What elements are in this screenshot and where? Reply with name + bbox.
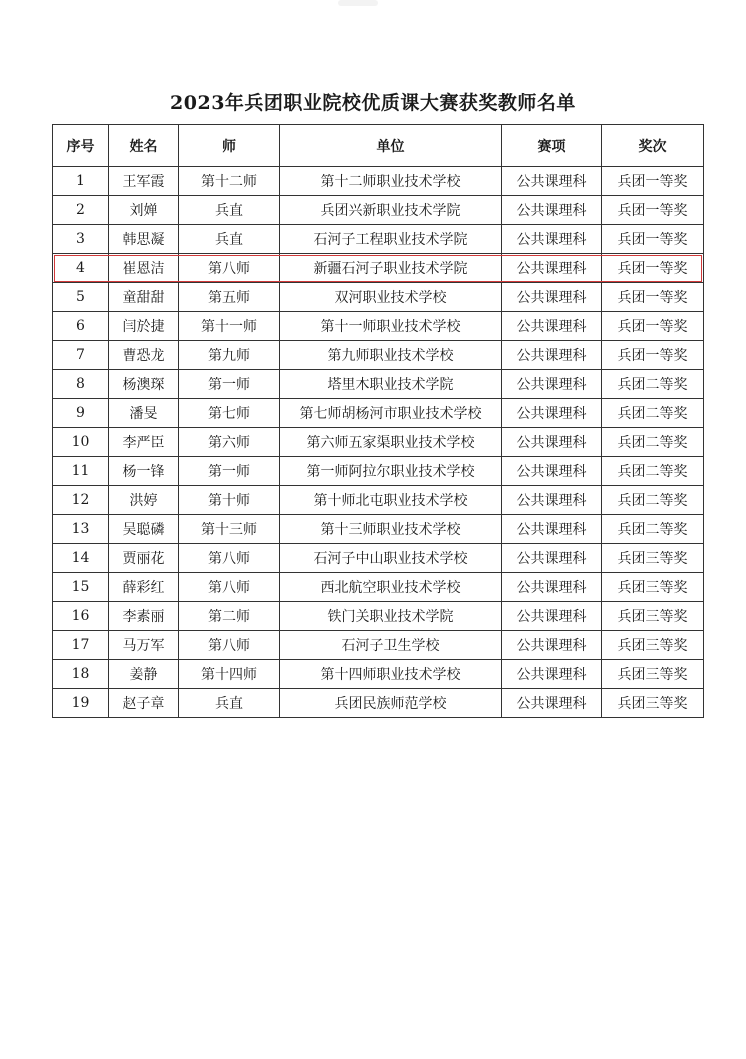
- cell-event: 公共课理科: [502, 544, 602, 573]
- cell-division: 第二师: [179, 602, 280, 631]
- table-row: [53, 486, 704, 515]
- cell-name: 杨一锋: [109, 457, 179, 486]
- cell-unit: 西北航空职业技术学校: [280, 573, 502, 602]
- cell-unit: 新疆石河子职业技术学院: [280, 254, 502, 283]
- table-row: [53, 573, 704, 602]
- header-name: 姓名: [109, 125, 179, 167]
- cell-division: 第七师: [179, 399, 280, 428]
- header-division: 师: [179, 125, 280, 167]
- cell-name: 李素丽: [109, 602, 179, 631]
- cell-event: 公共课理科: [502, 254, 602, 283]
- cell-award: 兵团二等奖: [602, 515, 704, 544]
- cell-division: 第九师: [179, 341, 280, 370]
- cell-unit: 第十二师职业技术学校: [280, 167, 502, 196]
- cell-unit: 石河子卫生学校: [280, 631, 502, 660]
- cell-name: 刘婵: [109, 196, 179, 225]
- cell-division: 兵直: [179, 196, 280, 225]
- cell-name: 洪婷: [109, 486, 179, 515]
- table-row: [53, 370, 704, 399]
- cell-index: 1: [53, 167, 109, 196]
- cell-division: 第六师: [179, 428, 280, 457]
- table-row: [53, 689, 704, 718]
- cell-event: 公共课理科: [502, 573, 602, 602]
- cell-unit: 第十一师职业技术学校: [280, 312, 502, 341]
- cell-index: 7: [53, 341, 109, 370]
- cell-index: 19: [53, 689, 109, 718]
- table-row: [53, 660, 704, 689]
- cell-division: 第八师: [179, 254, 280, 283]
- cell-unit: 塔里木职业技术学院: [280, 370, 502, 399]
- cell-award: 兵团三等奖: [602, 631, 704, 660]
- cell-event: 公共课理科: [502, 196, 602, 225]
- cell-unit: 第九师职业技术学校: [280, 341, 502, 370]
- header-event: 赛项: [502, 125, 602, 167]
- cell-award: 兵团三等奖: [602, 602, 704, 631]
- cell-event: 公共课理科: [502, 283, 602, 312]
- cell-event: 公共课理科: [502, 486, 602, 515]
- cell-index: 5: [53, 283, 109, 312]
- cell-division: 第五师: [179, 283, 280, 312]
- cell-unit: 双河职业技术学校: [280, 283, 502, 312]
- cell-index: 11: [53, 457, 109, 486]
- cell-event: 公共课理科: [502, 312, 602, 341]
- cell-unit: 兵团民族师范学校: [280, 689, 502, 718]
- cell-name: 韩思凝: [109, 225, 179, 254]
- cell-unit: 第十师北屯职业技术学校: [280, 486, 502, 515]
- cell-award: 兵团一等奖: [602, 167, 704, 196]
- cell-name: 姜静: [109, 660, 179, 689]
- cell-index: 17: [53, 631, 109, 660]
- cell-award: 兵团二等奖: [602, 486, 704, 515]
- cell-event: 公共课理科: [502, 689, 602, 718]
- cell-award: 兵团三等奖: [602, 689, 704, 718]
- cell-division: 第八师: [179, 631, 280, 660]
- cell-award: 兵团二等奖: [602, 457, 704, 486]
- cell-unit: 兵团兴新职业技术学院: [280, 196, 502, 225]
- cell-name: 吴聪磷: [109, 515, 179, 544]
- cell-award: 兵团一等奖: [602, 341, 704, 370]
- cell-index: 18: [53, 660, 109, 689]
- cell-index: 9: [53, 399, 109, 428]
- table-row: [53, 167, 704, 196]
- cell-award: 兵团三等奖: [602, 660, 704, 689]
- cell-index: 13: [53, 515, 109, 544]
- table-row: [53, 631, 704, 660]
- cell-division: 第十一师: [179, 312, 280, 341]
- cell-index: 12: [53, 486, 109, 515]
- cell-division: 第八师: [179, 544, 280, 573]
- cell-division: 第十二师: [179, 167, 280, 196]
- cell-division: 第十四师: [179, 660, 280, 689]
- cell-division: 第一师: [179, 457, 280, 486]
- cell-name: 杨澳琛: [109, 370, 179, 399]
- cell-name: 曹恐龙: [109, 341, 179, 370]
- cell-event: 公共课理科: [502, 399, 602, 428]
- header-award: 奖次: [602, 125, 704, 167]
- cell-index: 3: [53, 225, 109, 254]
- page-title: 2023年兵团职业院校优质课大赛获奖教师名单: [170, 92, 576, 114]
- cell-unit: 第十三师职业技术学校: [280, 515, 502, 544]
- cell-unit: 石河子工程职业技术学院: [280, 225, 502, 254]
- cell-name: 王军霞: [109, 167, 179, 196]
- cell-index: 4: [53, 254, 109, 283]
- table-row: [53, 602, 704, 631]
- cell-index: 6: [53, 312, 109, 341]
- cell-award: 兵团一等奖: [602, 254, 704, 283]
- cell-unit: 第一师阿拉尔职业技术学校: [280, 457, 502, 486]
- cell-award: 兵团二等奖: [602, 399, 704, 428]
- table-row: [53, 196, 704, 225]
- cell-index: 8: [53, 370, 109, 399]
- cell-event: 公共课理科: [502, 167, 602, 196]
- cell-index: 10: [53, 428, 109, 457]
- cell-division: 第八师: [179, 573, 280, 602]
- cell-award: 兵团三等奖: [602, 544, 704, 573]
- cell-index: 14: [53, 544, 109, 573]
- table-row: [53, 225, 704, 254]
- cell-award: 兵团一等奖: [602, 283, 704, 312]
- cell-event: 公共课理科: [502, 341, 602, 370]
- cell-event: 公共课理科: [502, 225, 602, 254]
- cell-event: 公共课理科: [502, 660, 602, 689]
- table-header-row: [53, 125, 704, 167]
- cell-event: 公共课理科: [502, 457, 602, 486]
- cell-event: 公共课理科: [502, 631, 602, 660]
- cell-name: 潘旻: [109, 399, 179, 428]
- cell-name: 马万军: [109, 631, 179, 660]
- table-row: [53, 283, 704, 312]
- cell-award: 兵团三等奖: [602, 573, 704, 602]
- table-row: [53, 515, 704, 544]
- cell-division: 第十三师: [179, 515, 280, 544]
- cell-unit: 第七师胡杨河市职业技术学校: [280, 399, 502, 428]
- table-row: [53, 457, 704, 486]
- cell-award: 兵团一等奖: [602, 196, 704, 225]
- cell-index: 2: [53, 196, 109, 225]
- cell-division: 兵直: [179, 225, 280, 254]
- table-body: [53, 167, 704, 718]
- cell-unit: 第六师五家渠职业技术学校: [280, 428, 502, 457]
- cell-name: 崔恩洁: [109, 254, 179, 283]
- cell-name: 薛彩红: [109, 573, 179, 602]
- cell-index: 16: [53, 602, 109, 631]
- cell-name: 李严臣: [109, 428, 179, 457]
- cell-event: 公共课理科: [502, 602, 602, 631]
- cell-unit: 第十四师职业技术学校: [280, 660, 502, 689]
- cell-award: 兵团二等奖: [602, 428, 704, 457]
- cell-name: 赵子章: [109, 689, 179, 718]
- cell-award: 兵团一等奖: [602, 312, 704, 341]
- cell-award: 兵团二等奖: [602, 370, 704, 399]
- cell-division: 第一师: [179, 370, 280, 399]
- table-row: [53, 428, 704, 457]
- table-row: [53, 341, 704, 370]
- cell-name: 童甜甜: [109, 283, 179, 312]
- cell-event: 公共课理科: [502, 428, 602, 457]
- award-table: [52, 124, 704, 718]
- scan-artifact: [338, 0, 378, 6]
- cell-event: 公共课理科: [502, 370, 602, 399]
- cell-event: 公共课理科: [502, 515, 602, 544]
- cell-name: 贾丽花: [109, 544, 179, 573]
- table-row: [53, 399, 704, 428]
- header-unit: 单位: [280, 125, 502, 167]
- table-row: [53, 254, 704, 283]
- cell-unit: 铁门关职业技术学院: [280, 602, 502, 631]
- header-index: 序号: [53, 125, 109, 167]
- table-row: [53, 312, 704, 341]
- cell-division: 第十师: [179, 486, 280, 515]
- cell-unit: 石河子中山职业技术学校: [280, 544, 502, 573]
- cell-index: 15: [53, 573, 109, 602]
- cell-division: 兵直: [179, 689, 280, 718]
- table-row: [53, 544, 704, 573]
- cell-name: 闫於捷: [109, 312, 179, 341]
- cell-award: 兵团一等奖: [602, 225, 704, 254]
